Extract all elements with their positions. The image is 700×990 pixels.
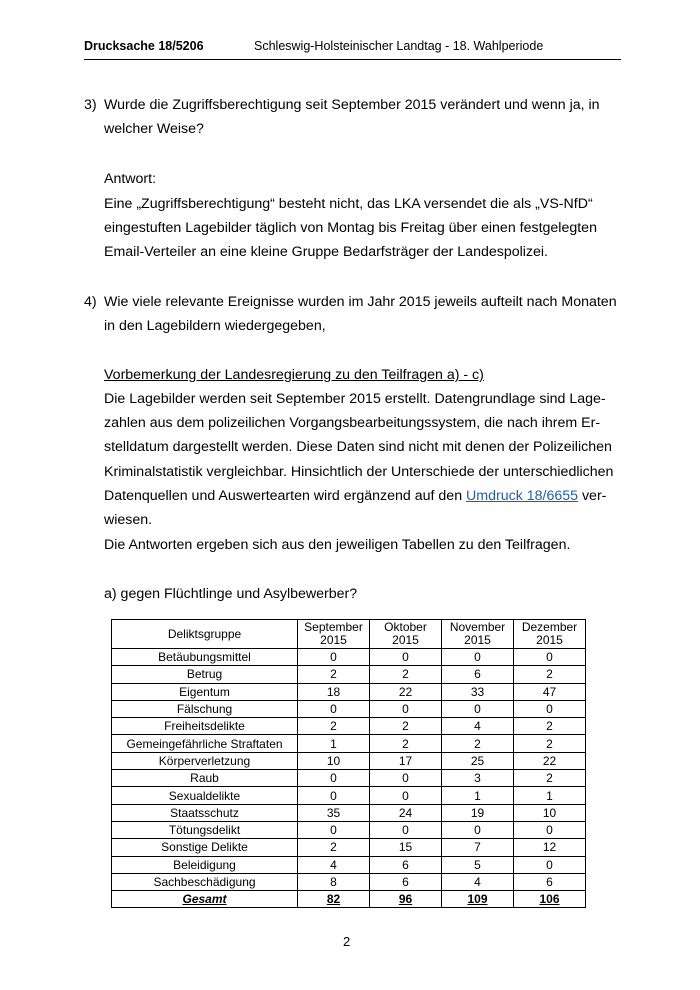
table-cell-value: 0 <box>370 649 442 666</box>
table-header-row <box>112 620 586 649</box>
table-cell-category: Betrug <box>112 666 298 683</box>
table-cell-value: 6 <box>370 873 442 890</box>
table-cell-value: 2 <box>514 770 586 787</box>
table-cell-category: Betäubungsmittel <box>112 649 298 666</box>
table-cell-value: 18 <box>298 683 370 700</box>
table-cell-category: Staatsschutz <box>112 804 298 821</box>
table-cell-value: 2 <box>370 735 442 752</box>
table-row <box>112 770 586 787</box>
remark-line-5 <box>104 484 606 508</box>
table-cell-value: 0 <box>298 787 370 804</box>
table-row <box>112 683 586 700</box>
table-cell-value: 6 <box>514 873 586 890</box>
question-3-line-1: Wurde die Zugriffsberechtigung seit September 2015 verändert und wenn ja, in <box>104 97 600 113</box>
table-cell-value: 0 <box>298 770 370 787</box>
table-cell-category: Tötungsdelikt <box>112 821 298 838</box>
header-november <box>442 620 514 649</box>
table-cell-value: 96 <box>370 891 442 908</box>
question-3-number: 3) <box>84 97 97 113</box>
table-cell-value: 0 <box>370 770 442 787</box>
table-row <box>112 787 586 804</box>
table-cell-value: 2 <box>298 718 370 735</box>
table-cell-value: 4 <box>442 718 514 735</box>
question-4-line-1: Wie viele relevante Ereignisse wurden im Jahr 2015 jeweils aufteilt nach Monaten <box>104 294 617 310</box>
table-cell-category: Gemeingefährliche Straftaten <box>112 735 298 752</box>
table-cell-value: 6 <box>442 666 514 683</box>
table-cell-value: 0 <box>298 700 370 717</box>
table-cell-value: 12 <box>514 839 586 856</box>
offence-table <box>111 619 586 908</box>
table-cell-category: Fälschung <box>112 700 298 717</box>
table-cell-value: 8 <box>298 873 370 890</box>
table-cell-value: 19 <box>442 804 514 821</box>
table-cell-value: 2 <box>298 666 370 683</box>
answer-line-3: Email-Verteiler an eine kleine Gruppe Bedarfsträger der Landespolizei. <box>104 244 549 260</box>
table-cell-value: 106 <box>514 891 586 908</box>
table-cell-value: 5 <box>442 856 514 873</box>
header-year: 2015 <box>320 633 347 647</box>
table-row <box>112 839 586 856</box>
header-deliktsgruppe-text: Deliktsgruppe <box>167 626 242 641</box>
header-september <box>298 620 370 649</box>
table-cell-value: 33 <box>442 683 514 700</box>
table-cell-category: Körperverletzung <box>112 752 298 769</box>
table-cell-value: 0 <box>442 821 514 838</box>
question-4-line-2: in den Lagebildern wiedergegeben, <box>104 318 326 334</box>
table-cell-value: 4 <box>442 873 514 890</box>
question-4-number: 4) <box>84 294 97 310</box>
table-row <box>112 700 586 717</box>
table-row <box>112 718 586 735</box>
question-3-line-2: welcher Weise? <box>104 121 204 137</box>
header-month: November <box>449 620 506 634</box>
table-row <box>112 666 586 683</box>
header-year: 2015 <box>464 633 491 647</box>
header-year: 2015 <box>392 633 419 647</box>
remark-line-7: Die Antworten ergeben sich aus den jeweiligen Tabellen zu den Teilfragen. <box>104 537 571 553</box>
table-row <box>112 821 586 838</box>
header-year: 2015 <box>536 633 563 647</box>
table-cell-value: 0 <box>442 700 514 717</box>
umdruck-link[interactable]: Umdruck 18/6655 <box>466 488 579 504</box>
sub-question-a: a) gegen Flüchtlinge und Asylbewerber? <box>104 586 358 602</box>
table-cell-value: 0 <box>514 700 586 717</box>
table-cell-value: 2 <box>298 839 370 856</box>
header-deliktsgruppe <box>112 620 298 649</box>
answer-label: Antwort: <box>104 171 157 187</box>
page-number: 2 <box>343 934 351 949</box>
table-row <box>112 752 586 769</box>
remark-line-5-text: Datenquellen und Auswertearten wird ergänzend auf den <box>104 488 467 504</box>
table-cell-value: 2 <box>514 718 586 735</box>
table-cell-value: 2 <box>370 718 442 735</box>
remark-line-5-end: ver- <box>578 488 607 504</box>
table-cell-value: 4 <box>298 856 370 873</box>
table-row <box>112 856 586 873</box>
table-cell-value: 0 <box>370 787 442 804</box>
table-row <box>112 649 586 666</box>
table-cell-value: 0 <box>298 821 370 838</box>
remark-heading: Vorbemerkung der Landesregierung zu den Teilfragen a) - c) <box>104 367 484 383</box>
table-row <box>112 804 586 821</box>
page-header <box>84 33 621 60</box>
table-cell-value: 15 <box>370 839 442 856</box>
table-cell-value: 0 <box>514 821 586 838</box>
table-cell-value: 25 <box>442 752 514 769</box>
remark-line-3: stelldatum dargestellt werden. Diese Daten sind nicht mit denen der Polizeilichen <box>104 439 612 455</box>
table-cell-category: Eigentum <box>112 683 298 700</box>
table-cell-value: 10 <box>298 752 370 769</box>
table-cell-category: Sexualdelikte <box>112 787 298 804</box>
table-cell-value: 24 <box>370 804 442 821</box>
table-cell-value: 0 <box>370 821 442 838</box>
table-cell-value: 0 <box>514 856 586 873</box>
table-cell-value: 10 <box>514 804 586 821</box>
table-cell-category: Sonstige Delikte <box>112 839 298 856</box>
table-cell-value: 6 <box>370 856 442 873</box>
answer-line-1: Eine „Zugriffsberechtigung“ besteht nicht, das LKA versendet die als „VS-NfD“ <box>104 196 593 212</box>
header-month: Oktober <box>384 620 427 634</box>
table-cell-value: 7 <box>442 839 514 856</box>
table-cell-value: 109 <box>442 891 514 908</box>
table-cell-value: 1 <box>442 787 514 804</box>
table-cell-category: Beleidigung <box>112 856 298 873</box>
table-row <box>112 873 586 890</box>
answer-line-2: eingestuften Lagebilder täglich von Montag bis Freitag über einen festgelegten <box>104 220 597 236</box>
table-cell-value: 1 <box>514 787 586 804</box>
table-cell-value: 0 <box>442 649 514 666</box>
table-total-row <box>112 891 586 908</box>
header-dezember <box>514 620 586 649</box>
table-cell-value: 2 <box>514 735 586 752</box>
header-oktober <box>370 620 442 649</box>
table-cell-value: 0 <box>298 649 370 666</box>
table-cell-value: 1 <box>298 735 370 752</box>
table-cell-value: 22 <box>370 683 442 700</box>
table-cell-value: 47 <box>514 683 586 700</box>
table-cell-value: 0 <box>514 649 586 666</box>
table-cell-value: 82 <box>298 891 370 908</box>
remark-line-1: Die Lagebilder werden seit September 2015 erstellt. Datengrundlage sind Lage- <box>104 391 606 407</box>
remark-line-4: Kriminalstatistik vergleichbar. Hinsichtlich der Unterschiede der unterschiedlichen <box>104 464 614 480</box>
remark-line-2: zahlen aus dem polizeilichen Vorgangsbearbeitungssystem, die nach ihrem Er- <box>104 415 601 431</box>
table-cell-category: Gesamt <box>112 891 298 908</box>
table-row <box>112 735 586 752</box>
table-cell-value: 35 <box>298 804 370 821</box>
parliament-name: Schleswig-Holsteinischer Landtag - 18. Wahlperiode <box>254 39 544 53</box>
table-cell-category: Freiheitsdelikte <box>112 718 298 735</box>
table-cell-value: 2 <box>514 666 586 683</box>
remark-line-6: wiesen. <box>104 512 153 528</box>
table-cell-category: Sachbeschädigung <box>112 873 298 890</box>
header-month: September <box>304 620 363 634</box>
header-month: Dezember <box>521 620 578 634</box>
table-cell-value: 17 <box>370 752 442 769</box>
table-cell-value: 3 <box>442 770 514 787</box>
table-cell-category: Raub <box>112 770 298 787</box>
document-number: Drucksache 18/5206 <box>84 39 204 53</box>
table-cell-value: 22 <box>514 752 586 769</box>
table-cell-value: 2 <box>442 735 514 752</box>
table-cell-value: 2 <box>370 666 442 683</box>
table-cell-value: 0 <box>370 700 442 717</box>
